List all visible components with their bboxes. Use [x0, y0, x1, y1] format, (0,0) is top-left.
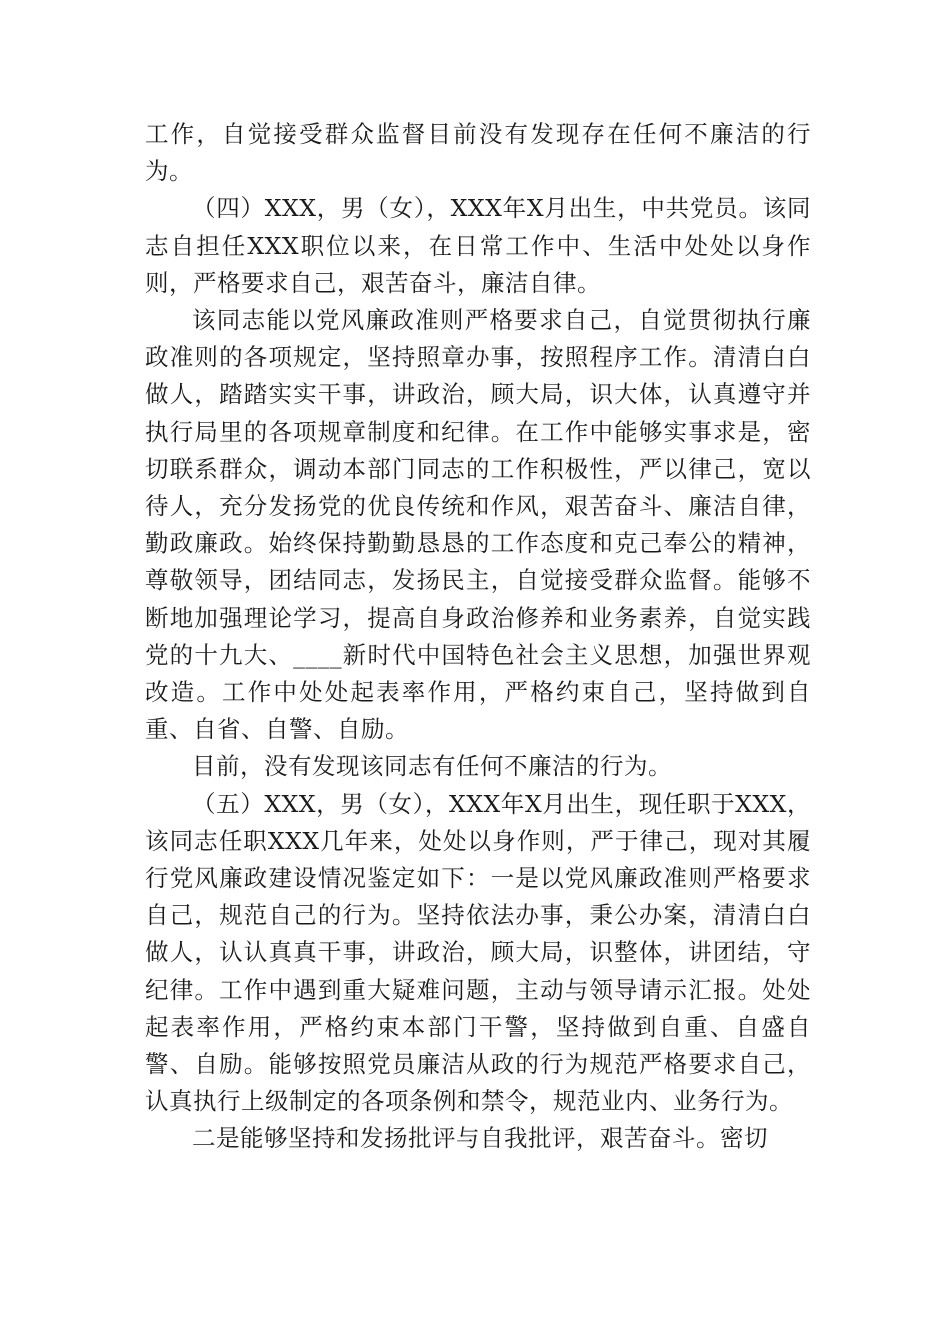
- paragraph-1: 工作，自觉接受群众监督目前没有发现存在任何不廉洁的行为。: [145, 120, 811, 186]
- paragraph-3: 该同志能以党风廉政准则严格要求自己，自觉贯彻执行廉政准则的各项规定，坚持照章办事，按照程序工作。清清白白做人，踏踏实实干事，讲政治，顾大局，识大体，认真遵守并执行局里的各项规章制度和纪律。在工作中能够实事求是，密切联系群众，调动本部门同志的工作积极性，严以律己，宽以待人，充分发扬党的优良传统和作风，艰苦奋斗、廉洁自律，勤政廉政。始终保持勤勤恳恳的工作态度和克己奉公的精神，尊敬领导，团结同志，发扬民主，自觉接受群众监督。能够不断地加强理论学习，提高自身政治修养和业务素养，自觉实践党的十九大、____新时代中国特色社会主义思想，加强世界观改造。工作中处处起表率作用，严格约束自己，坚持做到自重、自省、自警、自励。: [145, 306, 811, 744]
- paragraph-4: 目前，没有发现该同志有任何不廉洁的行为。: [192, 752, 672, 781]
- paragraph-5: （五）XXX，男（女），XXX年X月出生，现任职于XXX，该同志任职XXX几年来，处处以身作则，严于律己，现对其履行党风廉政建设情况鉴定如下：一是以党风廉政准则严格要求自己，规范自己的行为。坚持依法办事，秉公办案，清清白白做人，认认真真干事，讲政治，顾大局，识整体，讲团结，守纪律。工作中遇到重大疑难问题，主动与领导请示汇报。处处起表率作用，严格约束本部门干警，坚持做到自重、自盛自警、自励。能够按照党员廉洁从政的行为规范严格要求自己，认真执行上级制定的各项条例和禁令，规范业内、业务行为。: [145, 789, 811, 1116]
- document-body: [145, 116, 811, 1158]
- paragraph-6: 二是能够坚持和发扬批评与自我批评，艰苦奋斗。密切: [192, 1124, 768, 1153]
- paragraph-2: （四）XXX，男（女），XXX年X月出生，中共党员。该同志自担任XXX职位以来，在日常工作中、生活中处处以身作则，严格要求自己，艰苦奋斗，廉洁自律。: [145, 194, 811, 297]
